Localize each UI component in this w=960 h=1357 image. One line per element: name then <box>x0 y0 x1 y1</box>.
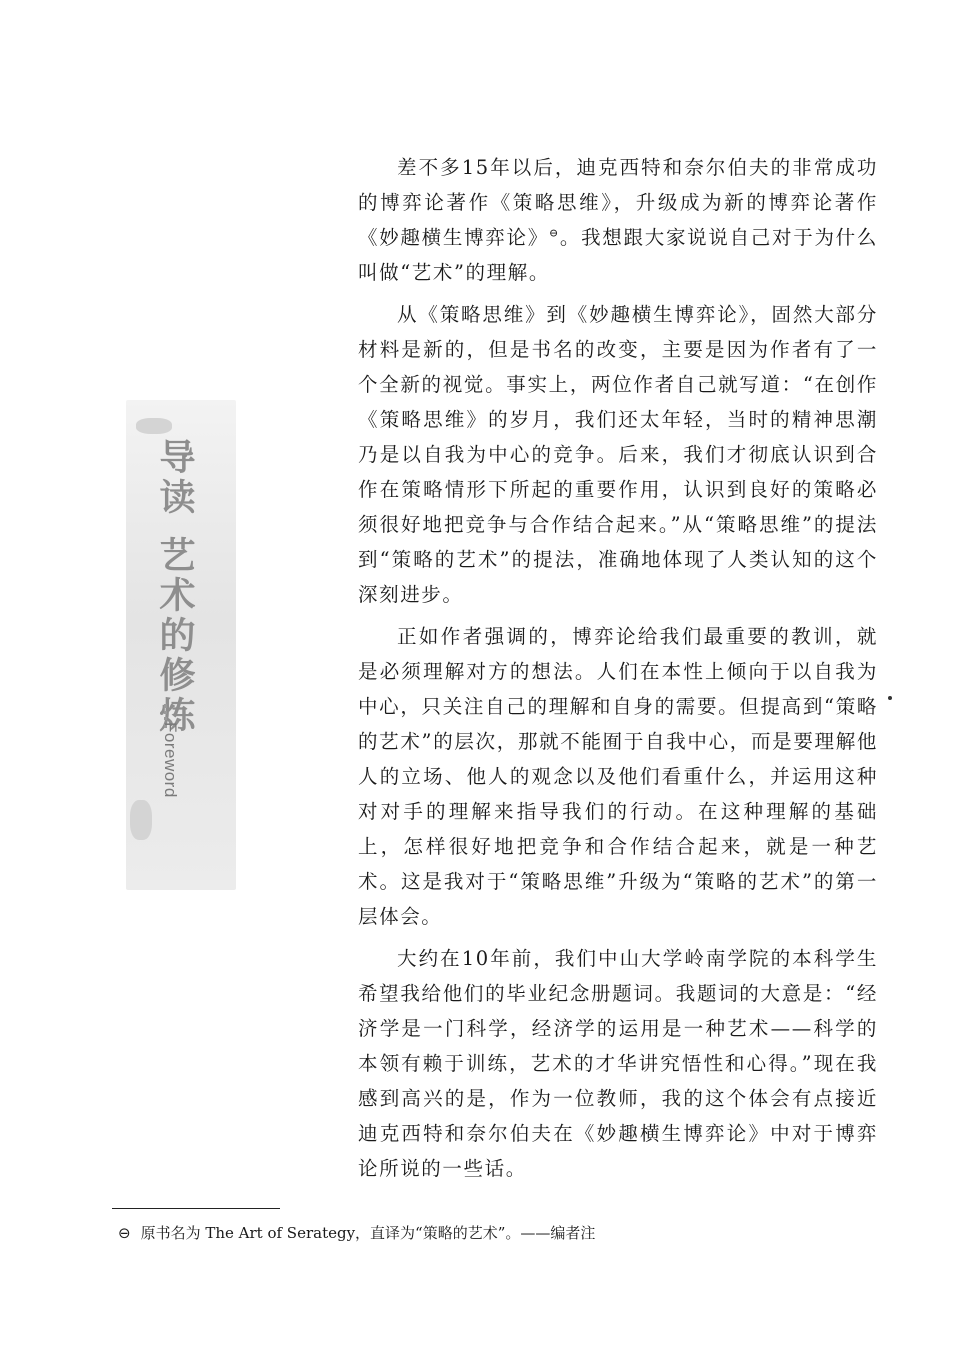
paragraph: 从《策略思维》到《妙趣横生博弈论》，固然大部分材料是新的，但是书名的改变，主要是因为作者有了一个全新的视觉。事实上，两位作者自己就写道：“在创作《策略思维》的岁月，我们还太年轻，当时的精神思潮乃是以自我为中心的竞争。后来，我们才彻底认识到合作在策略情形下所起的重要作用，认识到良好的策略必须很好地把竞争与合作结合起来。”从“策略思维”的提法到“策略的艺术”的提法，准确地体现了人类认知的这个深刻进步。 <box>358 303 878 606</box>
brush-mark <box>130 800 152 840</box>
chapter-title: 艺术的修炼 <box>154 536 195 736</box>
footnote-marker-icon: ⊖ <box>118 1224 131 1242</box>
footnote <box>118 1222 818 1244</box>
body-text <box>358 150 878 1193</box>
footnote-text: 原书名为 The Art of Serategy，直译为“策略的艺术”。——编者注 <box>140 1224 596 1242</box>
footnote-divider <box>112 1208 280 1209</box>
paragraph: 正如作者强调的，博弈论给我们最重要的教训，就是必须理解对方的想法。人们在本性上倾向于以自我为中心，只关注自己的理解和自身的需要。但提高到“策略的艺术”的层次，那就不能囿于自我中心，而是要理解他人的立场、他人的观念以及他们看重什么，并运用这种对对手的理解来指导我们的行动。在这种理解的基础上，怎样很好地把竞争和合作结合起来，就是一种艺术。这是我对于“策略思维”升级为“策略的艺术”的第一层体会。 <box>358 625 878 928</box>
paragraph: 差不多15年以后，迪克西特和奈尔伯夫的非常成功的博弈论著作《策略思维》，升级成为新的博弈论著作《妙趣横生博弈论》⊖。我想跟大家说说自己对于为什么叫做“艺术”的理解。 <box>358 156 878 284</box>
chapter-title-english: Foreword <box>161 722 180 798</box>
print-speck <box>888 696 892 700</box>
brush-mark <box>136 418 172 434</box>
chapter-label: 导读 <box>154 438 195 518</box>
paragraph: 大约在10年前，我们中山大学岭南学院的本科学生希望我给他们的毕业纪念册题词。我题词的大意是：“经济学是一门科学，经济学的运用是一种艺术——科学的本领有赖于训练，艺术的才华讲究悟性和心得。”现在我感到高兴的是，作为一位教师，我的这个体会有点接近迪克西特和奈尔伯夫在《妙趣横生博弈论》中对于博弈论所说的一些话。 <box>358 947 878 1180</box>
footnote-reference[interactable]: ⊖ <box>548 226 560 240</box>
